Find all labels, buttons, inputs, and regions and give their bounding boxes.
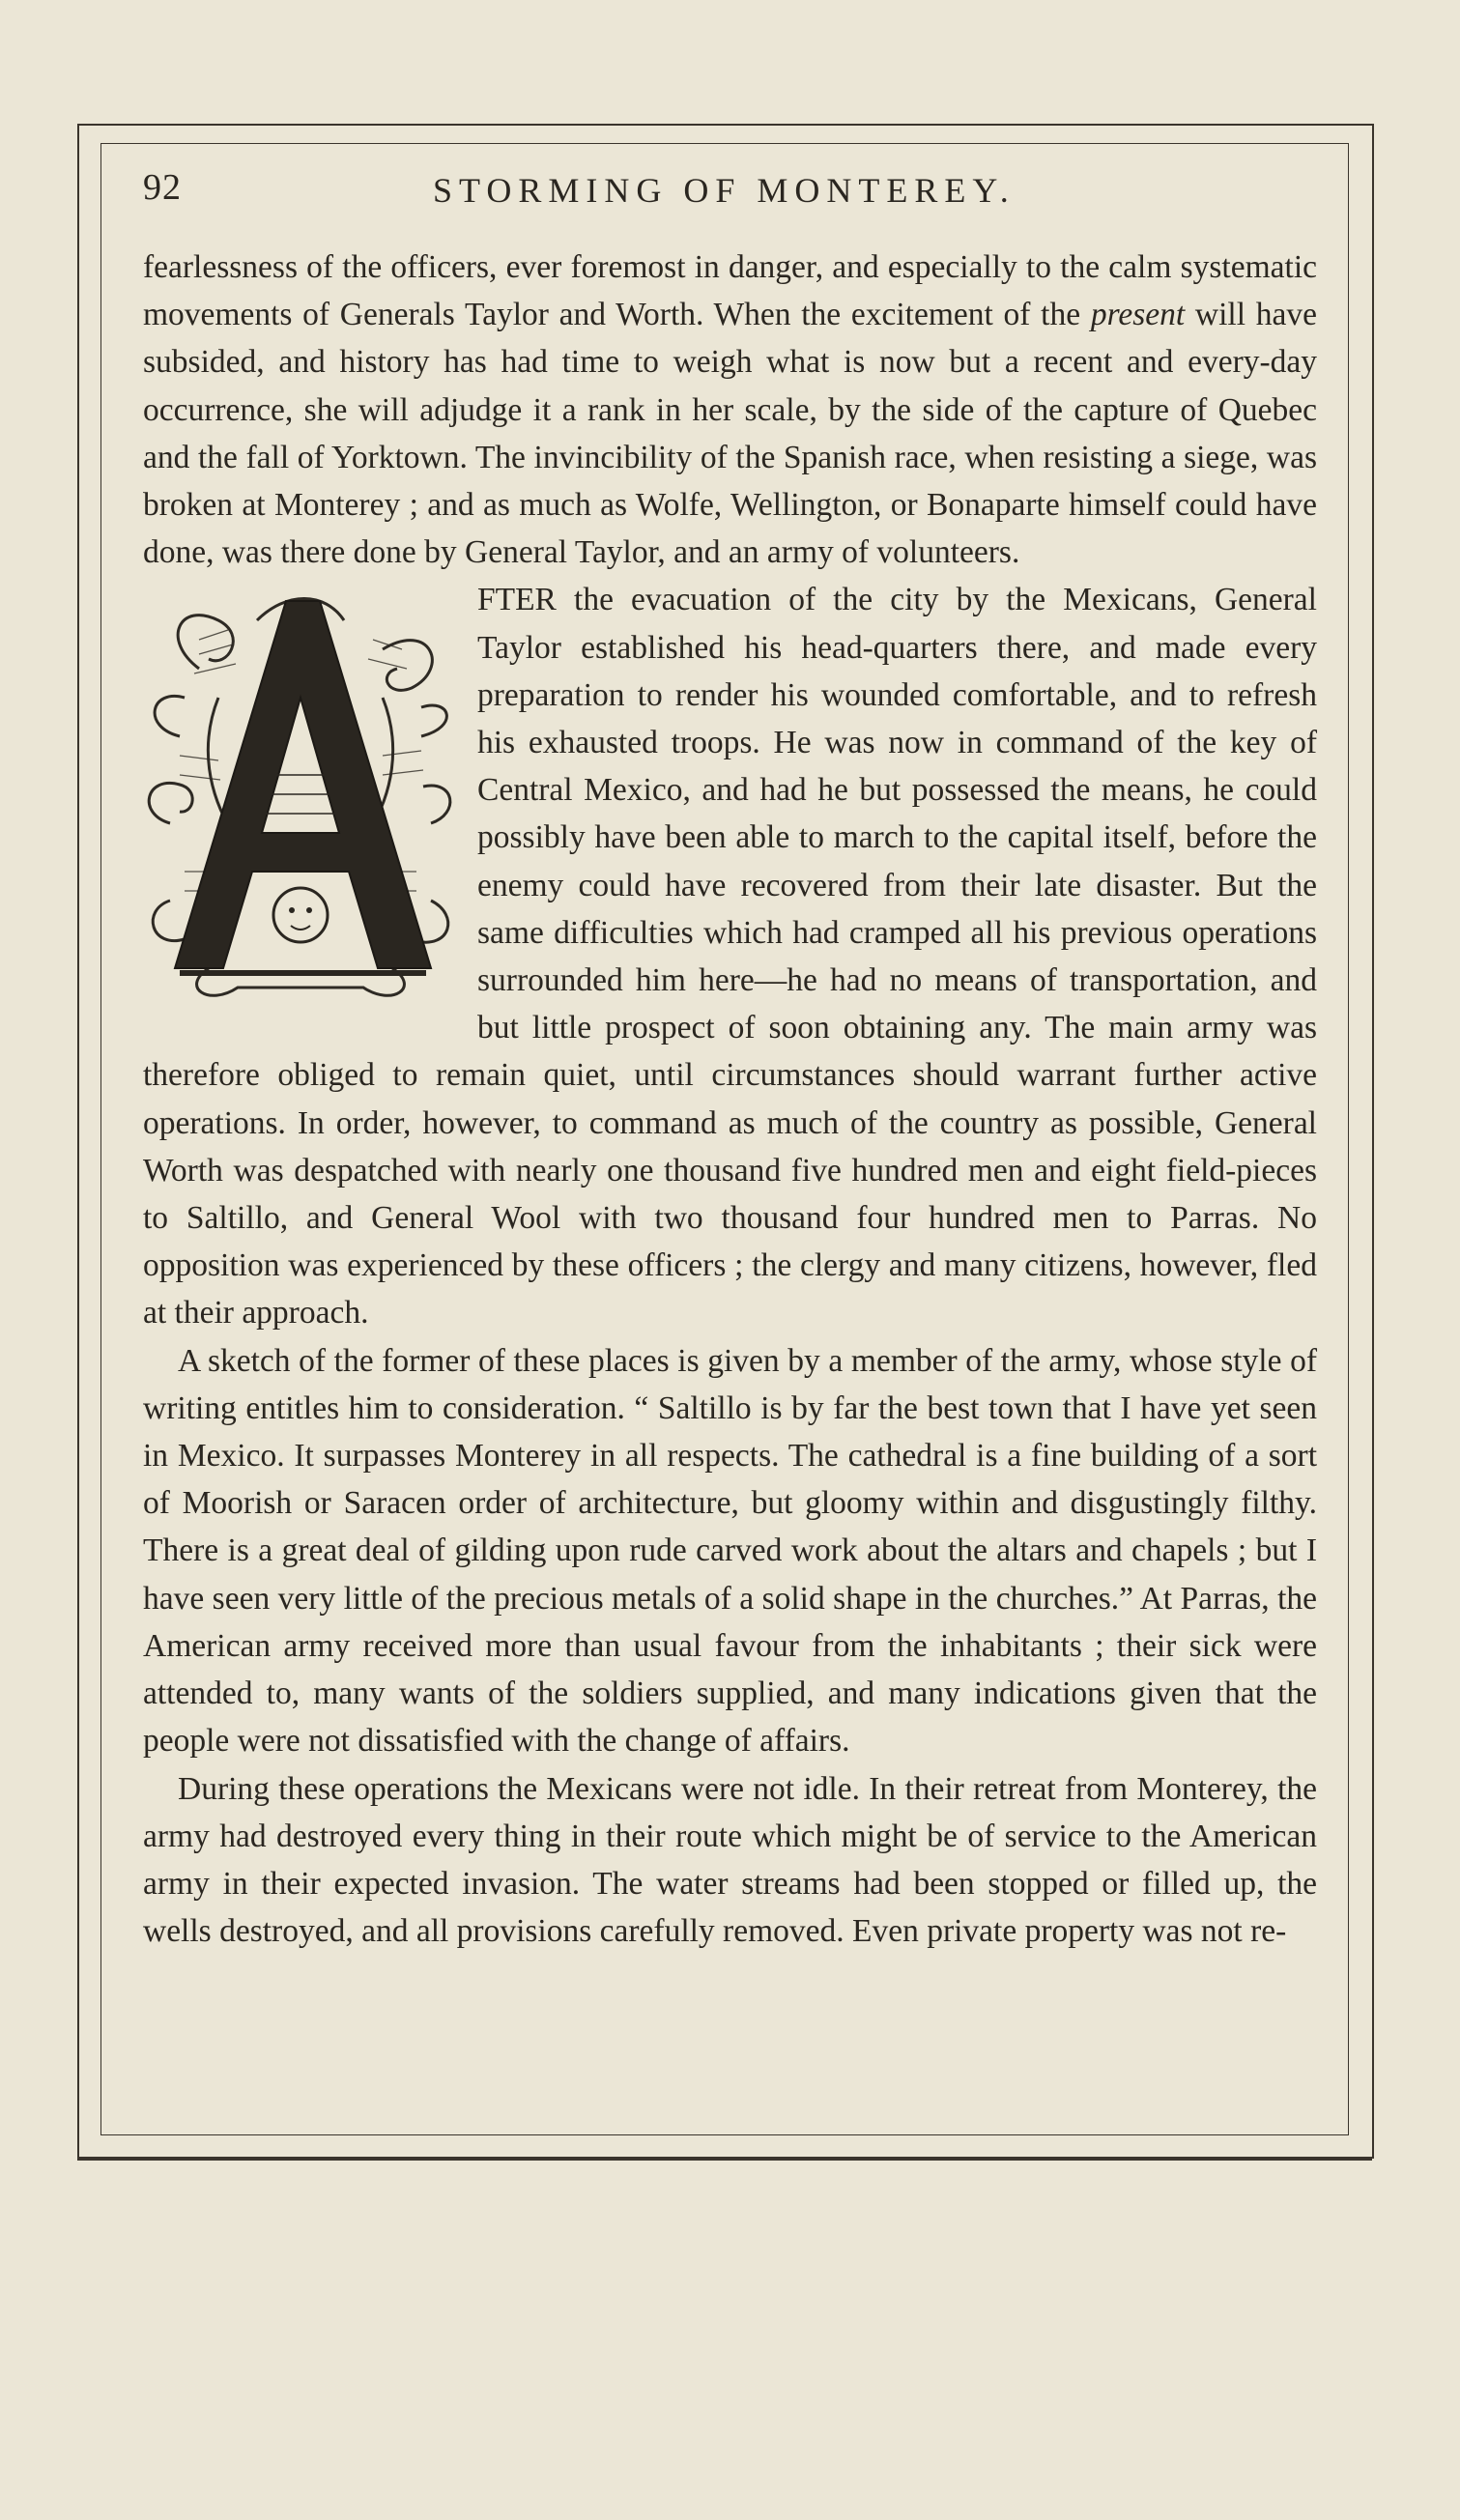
page-number: 92	[143, 167, 182, 208]
bottom-rule	[77, 2159, 1372, 2161]
paragraph: A sketch of the former of these places is given by a member of the army, whose style of writing entitles him to consideration. “ Saltillo is by far the best town that I have yet seen in Mexico. It surpasses Monterey in all respects. The cathedral is a fine building of a sort of Moorish or Saracen order of architecture, but gloomy within and disgustingly filthy. There is a great deal of gilding upon rude carved work about the altars and chapels ; but I have seen very little of the precious metals of a solid shape in the churches.” At Parras, the American army received more than usual favour from the inhabitants ; their sick were attended to, many wants of the soldiers supplied, and many indications given that the people were not dissatisfied with the change of affairs.	[143, 1342, 1317, 1760]
page-header	[143, 166, 1317, 224]
ornamental-dropcap-icon	[141, 582, 460, 1009]
running-title: STORMING OF MONTEREY.	[433, 171, 1016, 210]
paragraph: During these operations the Mexicans were not idle. In their retreat from Monterey, the army had destroyed every thing in their route which might be of service to the American army in their expected invasion. The water streams had been stopped or filled up, the wells destroyed, and all provisions carefully removed. Even private property was not re-	[143, 1770, 1317, 1950]
paragraph: fearlessness of the officers, ever foremost in danger, and especially to the calm systematic movements of Generals Taylor and Worth. When the excitement of the present will have subsided, and history has had time to weigh what is now but a recent and every-day occurrence, she will adjudge it a rank in her scale, by the side of the capture of Quebec and the fall of Yorktown. The invincibility of the Spanish race, when resisting a siege, was broken at Monterey ; and as much as Wolfe, Wellington, or Bonaparte himself could have done, was there done by General Taylor, and an army of volunteers.	[143, 249, 1317, 571]
emphasis: present	[1090, 297, 1186, 333]
paragraph: FTER the evacuation of the city by the Mexicans, General Taylor established his head-quarters there, and made every preparation to render his wounded comfortable, and to refresh his exhausted troops. He was now in command of the key of Central Mexico, and had he but possessed the means, he could possibly have been able to march to the capital itself, before the enemy could have recovered from their late disaster. But the same difficulties which had cramped all his previous operations surrounded him here—he had no means of transportation, and but little prospect of soon obtaining any. The main army was therefore obliged to remain quiet, until circumstances should warrant further active operations. In order, however, to command as much of the country as possible, General Worth was despatched with nearly one thousand five hundred men and eight field-pieces to Saltillo, and General Wool with two thousand four hundred men to Parras. No opposition was experienced by these officers ; the clergy and many citizens, however, fled at their approach.	[143, 582, 1317, 1332]
page-body	[143, 243, 1317, 1955]
